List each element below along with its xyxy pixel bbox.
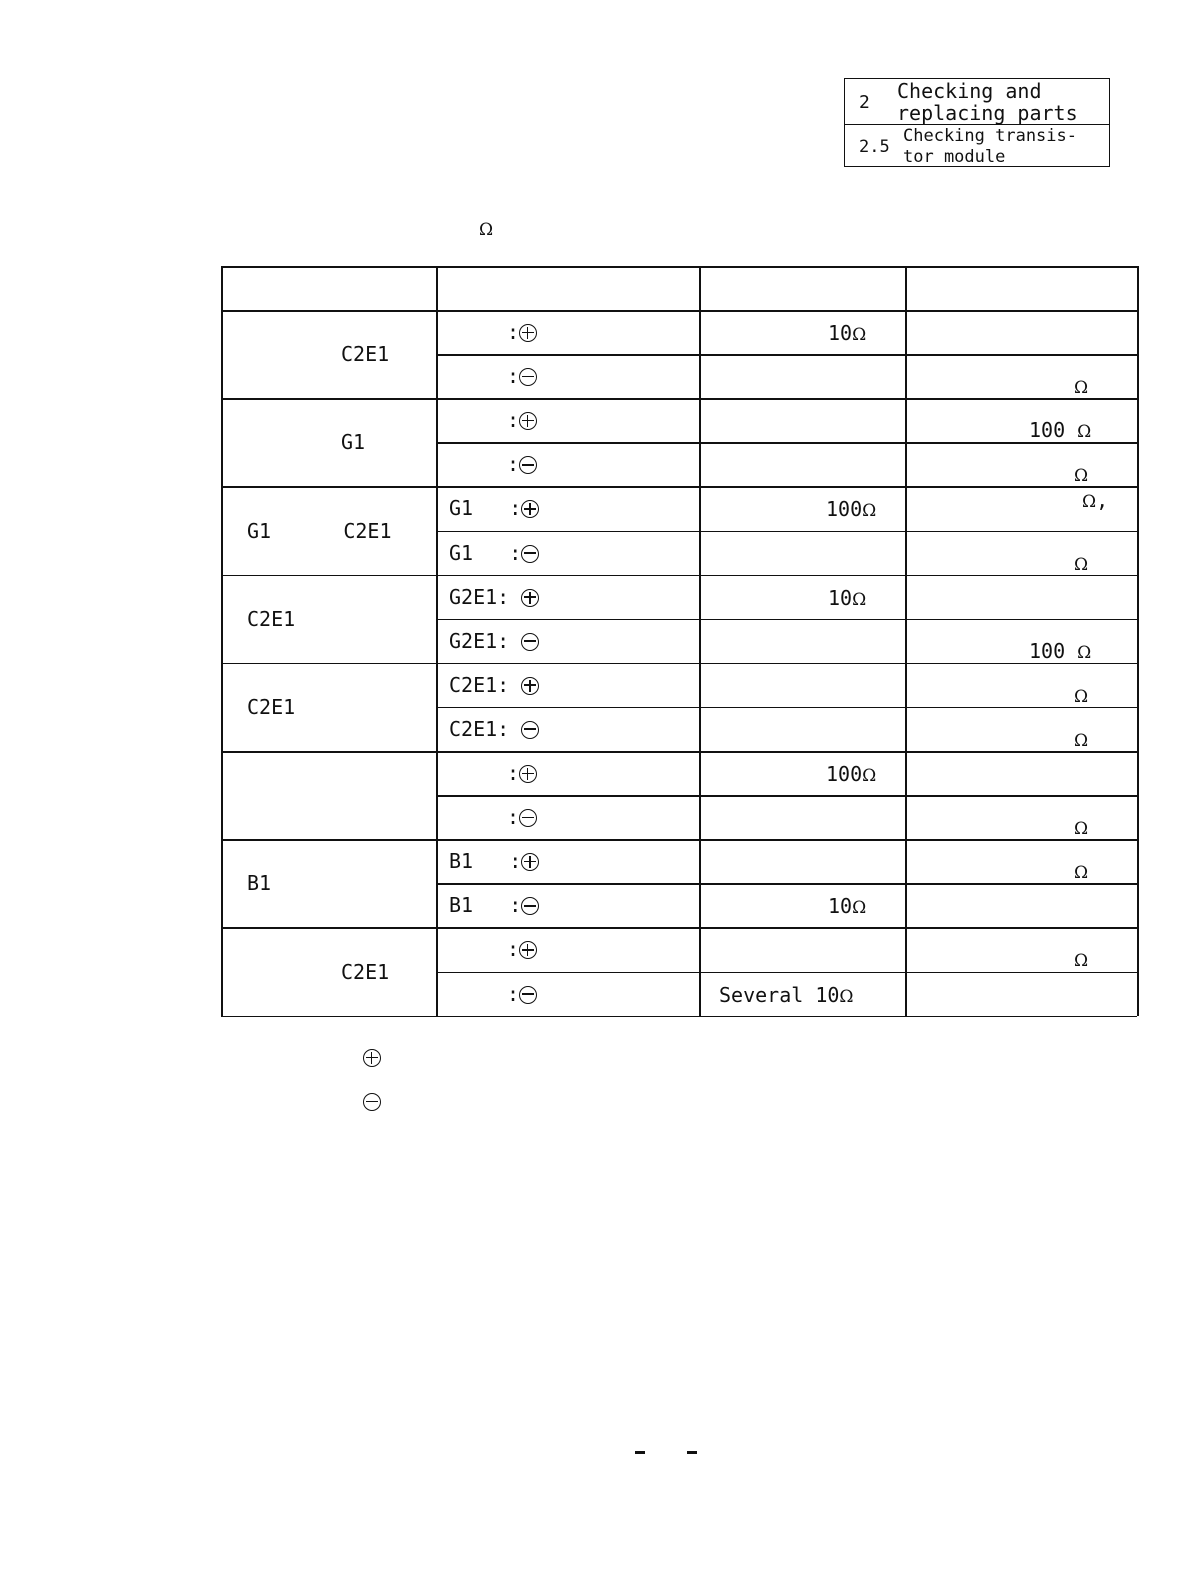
connection-cell — [449, 586, 539, 608]
section-title: Checking and replacing parts — [897, 79, 1078, 125]
table-group-divider — [221, 663, 1137, 665]
ohm-note: Ω — [479, 220, 494, 240]
plus-circle-icon — [363, 1049, 381, 1067]
resistance-value: Ω — [1074, 466, 1089, 487]
table-border-right — [1137, 266, 1139, 1016]
group-label: G1 — [341, 430, 366, 455]
table-column-divider — [436, 266, 438, 1016]
connection-cell — [507, 321, 537, 343]
table-group-divider — [221, 486, 1137, 488]
colon: : — [507, 937, 520, 962]
table-row-divider — [436, 531, 1137, 533]
connection-cell — [507, 365, 537, 387]
resistance-value: 10Ω — [828, 321, 867, 345]
connection-cell — [449, 718, 539, 740]
plus-circle-icon — [521, 853, 539, 871]
colon: : — [507, 805, 520, 830]
plus-circle-icon — [519, 765, 537, 783]
resistance-value: 10Ω — [828, 894, 867, 919]
resistance-value: Ω — [1074, 378, 1089, 399]
minus-circle-icon — [521, 633, 539, 651]
legend-minus — [363, 1093, 381, 1112]
resistance-value: Ω — [1074, 730, 1089, 751]
section-header-box — [844, 78, 1110, 167]
table-row-divider — [436, 354, 1137, 356]
colon: : — [507, 981, 520, 1006]
minus-circle-icon — [521, 721, 539, 739]
table-header-divider — [221, 310, 1137, 312]
resistance-value: 100 Ω — [1029, 638, 1092, 663]
connection-terminal: C2E1: — [449, 672, 522, 697]
resistance-value: Ω — [1074, 554, 1089, 575]
group-label: G1 C2E1 — [247, 518, 392, 543]
page-dash-right — [687, 1451, 697, 1454]
resistance-value: 100Ω — [826, 497, 877, 522]
connection-cell — [507, 983, 537, 1005]
minus-circle-icon — [521, 545, 539, 563]
table-row-divider — [436, 883, 1137, 885]
minus-circle-icon — [519, 986, 537, 1004]
connection-terminal: G2E1: — [449, 628, 522, 653]
table-group-divider — [221, 751, 1137, 753]
section-row — [845, 79, 1109, 125]
table-group-divider — [221, 575, 1137, 577]
resistance-value: Ω, — [1082, 488, 1109, 513]
minus-circle-icon — [521, 897, 539, 915]
connection-terminal: G1 : — [449, 496, 522, 521]
minus-circle-icon — [519, 368, 537, 386]
group-label: C2E1 — [247, 606, 296, 631]
connection-cell — [449, 674, 539, 696]
plus-circle-icon — [519, 412, 537, 430]
connection-terminal: G1 : — [449, 540, 522, 565]
connection-cell — [449, 497, 539, 519]
connection-cell — [507, 409, 537, 431]
minus-circle-icon — [519, 809, 537, 827]
connection-cell — [449, 894, 539, 916]
plus-circle-icon — [521, 677, 539, 695]
table-border-left — [221, 266, 223, 1016]
connection-cell — [507, 938, 537, 960]
colon: : — [507, 761, 520, 785]
connection-terminal: B1 : — [449, 849, 522, 874]
table-row-divider — [436, 707, 1137, 709]
group-label: B1 — [247, 871, 272, 896]
connection-terminal: C2E1: — [449, 716, 522, 741]
subsection-row — [845, 125, 1109, 167]
table-border-top — [221, 266, 1137, 268]
resistance-value: 100 Ω — [1029, 418, 1092, 443]
resistance-value: 100Ω — [826, 762, 877, 786]
connection-cell — [449, 630, 539, 652]
table-column-divider — [699, 266, 701, 1016]
colon: : — [507, 364, 520, 389]
plus-circle-icon — [521, 589, 539, 607]
resistance-value: Several 10Ω — [719, 982, 854, 1007]
minus-circle-icon — [363, 1093, 381, 1111]
table-group-divider — [221, 1016, 1137, 1018]
connection-terminal: B1 : — [449, 893, 522, 918]
plus-circle-icon — [521, 500, 539, 518]
group-label: C2E1 — [341, 342, 390, 367]
section-number: 2 — [859, 92, 870, 113]
resistance-value: Ω — [1074, 863, 1089, 884]
colon: : — [507, 320, 520, 344]
colon: : — [507, 408, 520, 433]
resistance-value: 10Ω — [828, 585, 867, 610]
group-label: C2E1 — [341, 959, 390, 984]
subsection-number: 2.5 — [859, 137, 890, 157]
connection-terminal: G2E1: — [449, 584, 522, 609]
table-column-divider — [905, 266, 907, 1016]
table-row-divider — [436, 619, 1137, 621]
table-row-divider — [436, 972, 1137, 974]
table-row-divider — [436, 795, 1137, 797]
table-group-divider — [221, 398, 1137, 400]
table-group-divider — [221, 927, 1137, 929]
subsection-title: Checking transis- tor module — [903, 126, 1077, 167]
resistance-value: Ω — [1074, 686, 1089, 707]
resistance-value: Ω — [1074, 819, 1089, 840]
minus-circle-icon — [519, 456, 537, 474]
connection-cell — [507, 762, 537, 784]
page-dash-left — [635, 1451, 645, 1454]
group-label: C2E1 — [247, 694, 296, 719]
plus-circle-icon — [519, 324, 537, 342]
legend-plus — [363, 1049, 381, 1068]
resistance-value: Ω — [1074, 951, 1089, 972]
connection-cell — [507, 453, 537, 475]
colon: : — [507, 452, 520, 477]
table-group-divider — [221, 839, 1137, 841]
plus-circle-icon — [519, 941, 537, 959]
connection-cell — [507, 806, 537, 828]
connection-cell — [449, 542, 539, 564]
connection-cell — [449, 850, 539, 872]
